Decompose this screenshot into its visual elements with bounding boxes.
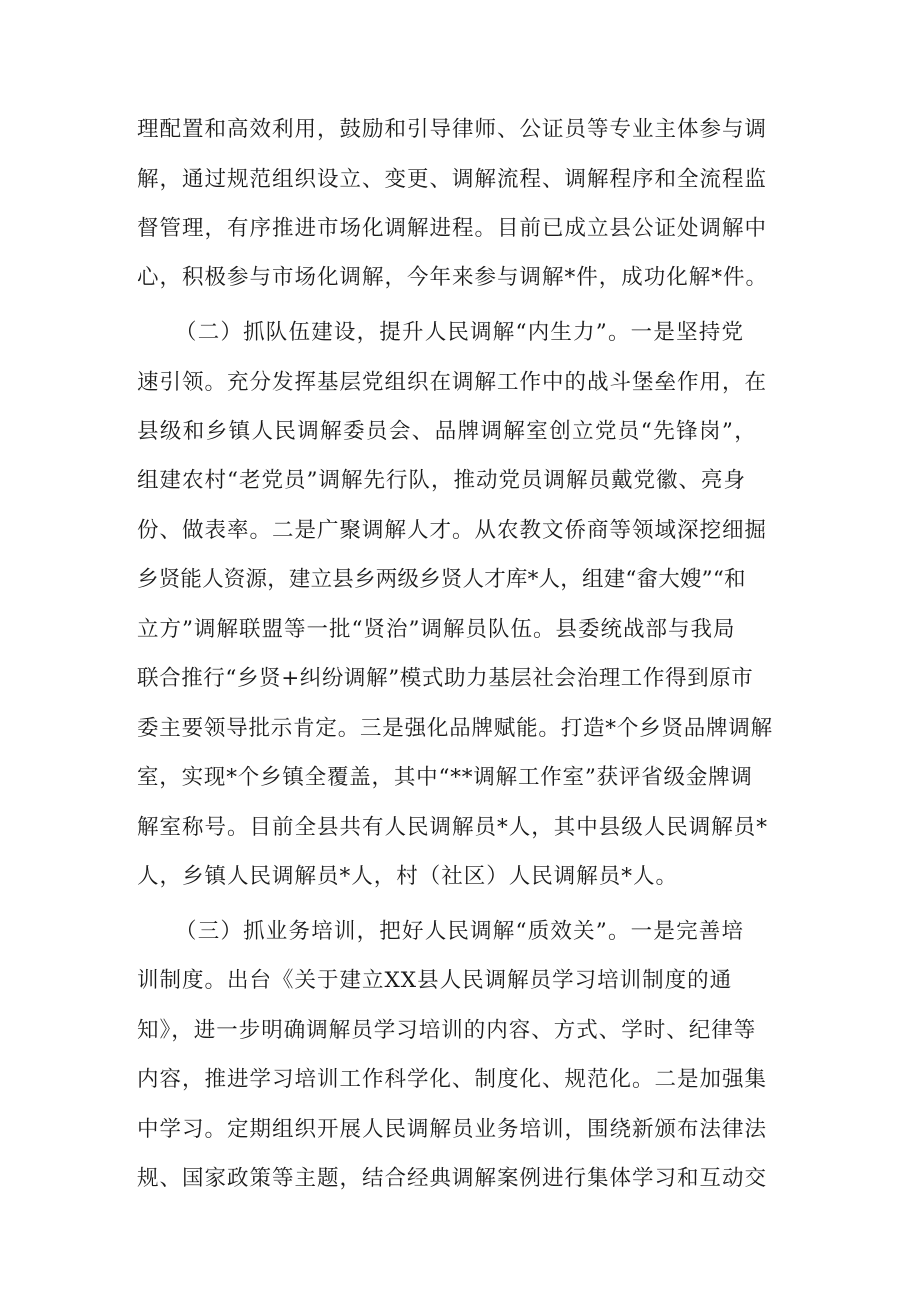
text-line: 训制度。出台《关于建立XX县人民调解员学习培训制度的通 bbox=[137, 968, 733, 993]
text-line: 乡贤能人资源，建立县乡两级乡贤人才库*人，组建“畲大嫂”“和 bbox=[137, 567, 746, 592]
text-line: 规、国家政策等主题，结合经典调解案例进行集体学习和互动交 bbox=[137, 1166, 768, 1191]
text-line: 立方”调解联盟等一批“贤治”调解员队伍。县委统战部与我局 bbox=[137, 617, 736, 642]
text-line: 理配置和高效利用，鼓励和引导律师、公证员等专业主体参与调 bbox=[137, 117, 768, 142]
text-line: （三）抓业务培训，把好人民调解“质效关”。一是完善培 bbox=[175, 919, 745, 944]
text-line: （二）抓队伍建设，提升人民调解“内生力”。一是坚持党 bbox=[175, 320, 745, 345]
text-line: 人，乡镇人民调解员*人，村（社区）人民调解员*人。 bbox=[137, 864, 679, 889]
text-line: 室，实现*个乡镇全覆盖，其中“**调解工作室”获评省级金牌调 bbox=[137, 765, 753, 790]
text-line: 内容，推进学习培训工作科学化、制度化、规范化。二是加强集 bbox=[137, 1067, 768, 1092]
text-line: 县级和乡镇人民调解委员会、品牌调解室创立党员“先锋岗”， bbox=[137, 419, 758, 444]
text-line: 督管理，有序推进市场化调解进程。目前已成立县公证处调解中 bbox=[137, 216, 768, 241]
text-line: 解室称号。目前全县共有人民调解员*人，其中县级人民调解员* bbox=[137, 815, 769, 840]
text-line: 份、做表率。二是广聚调解人才。从农教文侨商等领域深挖细掘 bbox=[137, 518, 768, 543]
text-line: 组建农村“老党员”调解先行队，推动党员调解员戴党徽、亮身 bbox=[137, 468, 746, 493]
text-line: 中学习。定期组织开展人民调解员业务培训，围绕新颁布法律法 bbox=[137, 1117, 768, 1142]
text-line: 知》，进一步明确调解员学习培训的内容、方式、学时、纪律等 bbox=[137, 1018, 757, 1043]
text-line: 联合推行“乡贤+纠纷调解”模式助力基层社会治理工作得到原市 bbox=[137, 666, 754, 691]
text-line: 心，积极参与市场化调解，今年来参与调解*件，成功化解*件。 bbox=[137, 265, 769, 290]
text-line: 速引领。充分发挥基层党组织在调解工作中的战斗堡垒作用，在 bbox=[137, 370, 768, 395]
text-line: 委主要领导批示肯定。三是强化品牌赋能。打造*个乡贤品牌调解 bbox=[137, 716, 773, 741]
text-line: 解，通过规范组织设立、变更、调解流程、调解程序和全流程监 bbox=[137, 167, 768, 192]
